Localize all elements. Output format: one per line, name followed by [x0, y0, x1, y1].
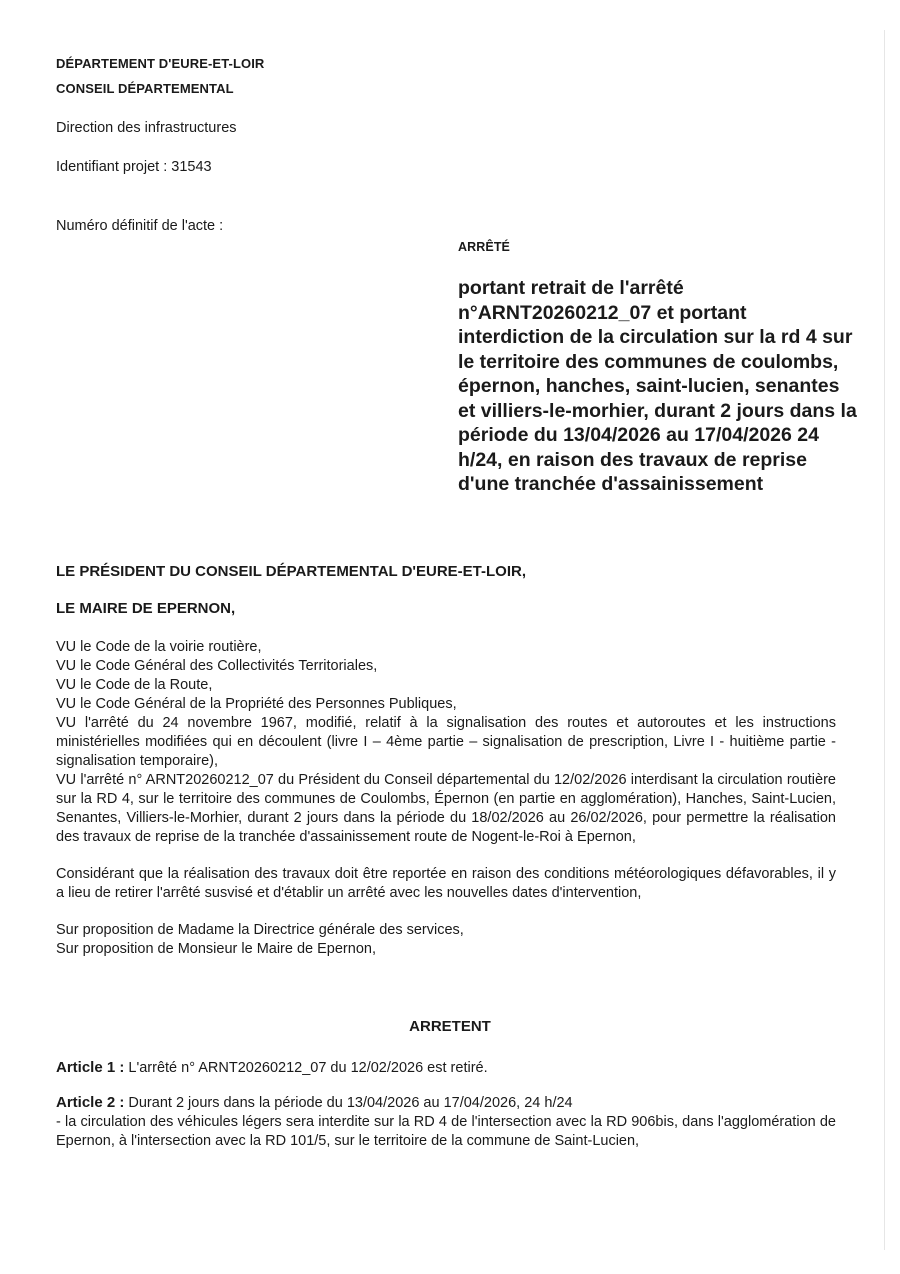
article-text: Durant 2 jours dans la période du 13/04/2026 au 17/04/2026, 24 h/24: [128, 1095, 573, 1111]
department-name: DÉPARTEMENT D'EURE-ET-LOIR: [56, 56, 265, 71]
visa-item: VU l'arrêté n° ARNT20260212_07 du Président du Conseil départemental du 12/02/2026 interdisant la circulation routière sur la RD 4, sur le territoire des communes de Coulombs, Épernon (en partie en agglomération), Hanches, Saint-Lucien, Senantes, Villiers-le-Morhier, durant 2 jours dans la période du 18/02/2026 au 26/02/2026, pour permettre la réalisation des travaux de reprise de la tranchée d'assainissement route de Nogent-le-Roi à Epernon,: [56, 772, 836, 845]
article-1: [56, 1058, 836, 1078]
article-label: Article 1 :: [56, 1059, 125, 1076]
article-detail: - la circulation des véhicules légers sera interdite sur la RD 4 de l'intersection avec la RD 906bis, dans l'agglomération de Epernon, à l'intersection avec la RD 101/5, sur le territoire de la commune de Saint-Lucien,: [56, 1114, 836, 1149]
article-text: L'arrêté n° ARNT20260212_07 du 12/02/2026 est retiré.: [128, 1060, 488, 1076]
project-id: Identifiant projet : 31543: [56, 159, 212, 175]
visa-item: VU le Code Général de la Propriété des Personnes Publiques,: [56, 696, 457, 712]
considering-paragraph: Considérant que la réalisation des travaux doit être reportée en raison des conditions météorologiques défavorables, il y a lieu de retirer l'arrêté susvisé et d'établir un arrêté avec les nouvelles dates d'intervention,: [56, 866, 836, 901]
visas-block: [56, 638, 836, 959]
decision-heading: ARRETENT: [409, 1018, 491, 1035]
act-number-label: Numéro définitif de l'acte :: [56, 218, 224, 234]
page-edge-line: [884, 30, 885, 1250]
visa-item: VU le Code de la Route,: [56, 677, 213, 693]
visa-item: VU le Code Général des Collectivités Territoriales,: [56, 658, 378, 674]
act-title: portant retrait de l'arrêté n°ARNT20260212_07 et portant interdiction de la circulation sur la rd 4 sur le territoire des communes de coulombs, épernon, hanches, saint-lucien, senantes et villiers-le-morhier, durant 2 jours dans la période du 13/04/2026 au 17/04/2026 24 h/24, en raison des travaux de reprise d'une tranchée d'assainissement: [458, 277, 857, 495]
proposal-item: Sur proposition de Monsieur le Maire de Epernon,: [56, 941, 376, 957]
mayor-heading: LE MAIRE DE EPERNON,: [56, 600, 236, 617]
act-type: ARRÊTÉ: [458, 240, 510, 254]
president-heading: LE PRÉSIDENT DU CONSEIL DÉPARTEMENTAL D'EURE-ET-LOIR,: [56, 563, 526, 580]
visa-item: VU l'arrêté du 24 novembre 1967, modifié, relatif à la signalisation des routes et autoroutes et les instructions ministérielles modifiées qui en découlent (livre I – 4ème partie – signalisation de prescription, Livre I - huitième partie - signalisation temporaire),: [56, 715, 836, 769]
article-label: Article 2 :: [56, 1094, 125, 1111]
direction: Direction des infrastructures: [56, 120, 237, 136]
council-name: CONSEIL DÉPARTEMENTAL: [56, 81, 234, 96]
article-2: [56, 1093, 836, 1151]
proposal-item: Sur proposition de Madame la Directrice générale des services,: [56, 922, 464, 938]
visa-item: VU le Code de la voirie routière,: [56, 639, 262, 655]
